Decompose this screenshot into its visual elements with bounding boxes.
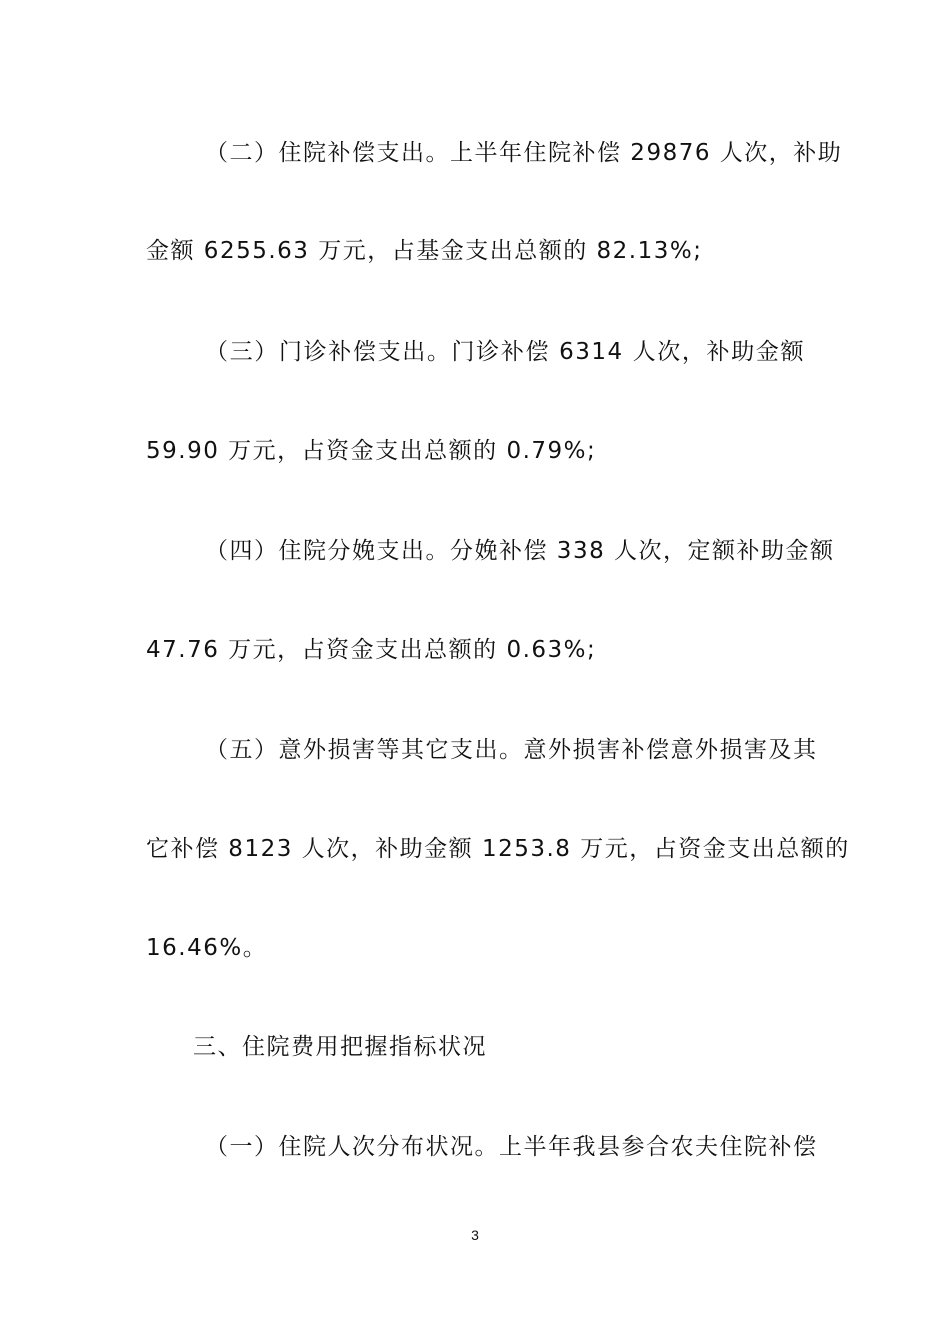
- paragraph-line: 它补偿 8123 人次，补助金额 1253.8 万元，占资金支出总额的: [146, 836, 850, 862]
- paragraph-line: 47.76 万元，占资金支出总额的 0.63%;: [146, 637, 597, 663]
- paragraph-line: 金额 6255.63 万元，占基金支出总额的 82.13%;: [146, 238, 703, 264]
- section-heading: 三、住院费用把握指标状况: [193, 1034, 487, 1060]
- paragraph-line: （三）门诊补偿支出。门诊补偿 6314 人次，补助金额: [205, 339, 805, 365]
- paragraph-line: 59.90 万元，占资金支出总额的 0.79%;: [146, 438, 597, 464]
- page-number: 3: [471, 1227, 479, 1243]
- paragraph-line: （五）意外损害等其它支出。意外损害补偿意外损害及其: [205, 737, 818, 763]
- paragraph-line: （二）住院补偿支出。上半年住院补偿 29876 人次，补助: [205, 140, 843, 166]
- paragraph-line: （四）住院分娩支出。分娩补偿 338 人次，定额补助金额: [205, 538, 835, 564]
- paragraph-line: 16.46%。: [146, 935, 268, 961]
- paragraph-line: （一）住院人次分布状况。上半年我县参合农夫住院补偿: [205, 1134, 818, 1160]
